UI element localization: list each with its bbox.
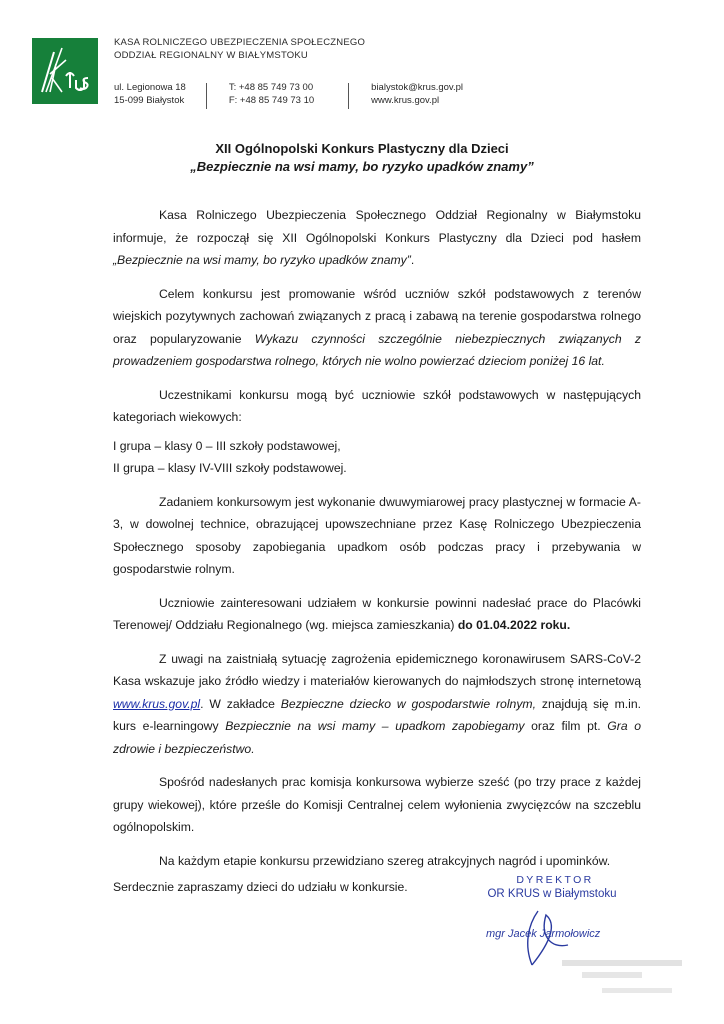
krus-logo-icon [32,38,98,104]
krus-website-link[interactable]: www.krus.gov.pl [113,696,201,711]
document-subtitle: „Bezpiecznie na wsi mamy, bo ryzyko upadków znamy” [190,159,534,174]
org-line-1: KASA ROLNICZEGO UBEZPIECZENIA SPOŁECZNEGO [114,37,366,48]
address-city: 15-099 Białystok [114,94,185,106]
text: . [410,253,415,267]
divider [206,83,207,109]
text: . W zakładce [200,696,281,711]
text: Kasa Rolniczego Ubezpieczenia Społecznego Oddział Regionalny w Białymstoku informuje, że rozpoczął się XII Ogólnopolski Konkurs Plastyczny dla Dzieci pod hasłem [113,208,641,245]
document-title: XII Ogólnopolski Konkurs Plastyczny dla Dzieci [215,141,509,156]
slogan: „Bezpiecznie na wsi mamy, bo ryzyko upadków znamy” [113,253,411,267]
group-1: I grupa – klasy 0 – III szkoły podstawowej, [113,438,341,453]
website-link[interactable]: www.krus.gov.pl [371,94,440,106]
address-street: ul. Legionowa 18 [114,82,186,93]
text: Z uwagi na zaistniałą sytuację zagrożenia epidemicznego koronawirusem SARS-CoV-2 Kasa wskazuje jako źródło wiedzy i materiałów kierowanych do najmłodszych stronę internetową [113,651,641,688]
closing-line: Serdecznie zapraszamy dzieci do udziału w konkursie. [113,880,408,894]
group-2: II grupa – klasy IV-VIII szkoły podstawowej. [113,461,347,475]
text: Celem konkursu jest promowanie wśród uczniów szkół podstawowych z terenów wiejskich pozytywnych zachowań związanych z pracą i zabawą na terenie gospodarstwa rolnego oraz popularyzowanie [113,286,641,346]
org-line-2: ODDZIAŁ REGIONALNY W BIAŁYMSTOKU [114,50,308,61]
email-link[interactable]: bialystok@krus.gov.pl [371,82,463,93]
paragraph-intro [113,204,641,272]
fax-number: F: +48 85 749 73 10 [228,94,315,106]
emphasis-text: Bezpiecznie na wsi mamy – upadkom zapobiegamy [225,719,525,733]
divider [348,83,349,109]
signature-org: OR KRUS w Białymstoku [487,888,617,900]
web-block [371,82,483,109]
emphasis-text: Wykazu czynności szczególnie niebezpiecznych związanych z prowadzeniem gospodarstwa rolnego, których nie wolno powierzać dzieciom poniżej 16 lat. [113,331,641,368]
signature-title: DYREKTOR [516,874,594,886]
text: znajdują się m.in. kurs e-learningowy [113,696,641,733]
address-block [114,82,206,109]
krus-logo [32,38,98,104]
paragraph-covid [113,648,641,761]
deadline-date: do 01.04.2022 roku. [457,618,571,632]
paragraph-goal [113,283,641,373]
phone-block [229,82,348,109]
paragraph-task: Zadaniem konkursowym jest wykonanie dwuwymiarowej pracy plastycznej w formacie A-3, w dowolnej technice, obrazującej upowszechniane przez Kasę Rolniczego Ubezpieczenia Społecznego sposoby zapobiegania upadkom osób podczas pracy i przebywania w gospodarstwie rolnym. [113,494,641,576]
document-body [113,204,641,883]
emphasis-text: Bezpieczne dziecko w gospodarstwie rolnym, [280,696,536,711]
contact-info [114,82,483,109]
phone-number: T: +48 85 749 73 00 [228,82,314,93]
paragraph-selection: Spośród nadesłanych prac komisja konkursowa wybierze sześć (po trzy prace z każdej grupy wiekowej), które prześle do Komisji Centralnej celem wyłonienia zwycięzców na szczeblu ogólnopolskim. [113,775,641,834]
text: oraz film pt. [524,719,608,733]
faint-stamp [562,960,682,993]
signatory-name: mgr Jacek Jarmołowicz [486,928,601,940]
emphasis-text: Gra o zdrowie i bezpieczeństwo. [113,719,642,756]
paragraph-prizes: Na każdym etapie konkursu przewidziano szereg atrakcyjnych nagród i upominków. [159,853,611,868]
organization-name [114,36,365,62]
paragraph-deadline [113,592,641,637]
text: Uczniowie zainteresowani udziałem w konkursie powinni nadesłać prace do Placówki Terenowej/ Oddziału Regionalnego (wg. miejsca zamieszkania) [113,595,641,632]
paragraph-participants: Uczestnikami konkursu mogą być uczniowie szkół podstawowych w następujących kategoriach wiekowych: [113,387,641,424]
